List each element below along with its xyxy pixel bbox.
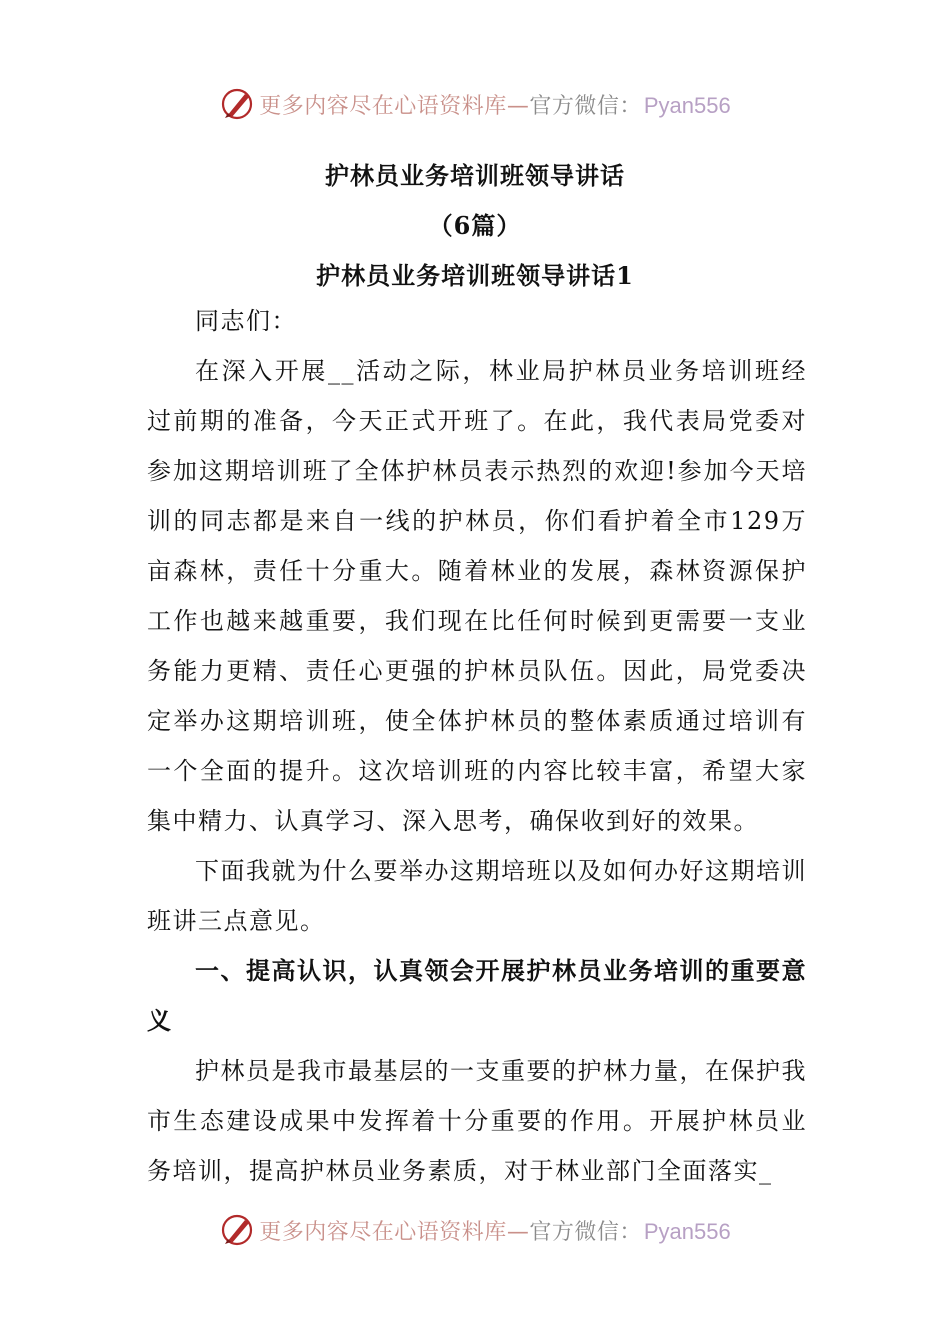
watermark-text	[259, 1215, 730, 1246]
watermark-main: 更多内容尽在心语资料库	[259, 93, 507, 119]
watermark-main: 更多内容尽在心语资料库	[259, 1219, 507, 1245]
pen-logo-icon	[219, 1212, 255, 1248]
pen-logo-icon	[219, 86, 255, 122]
salutation: 同志们：	[195, 307, 297, 335]
footer-watermark	[0, 1208, 950, 1252]
paragraph-intro: 在深入开展__活动之际，林业局护林员业务培训班经过前期的准备，今天正式开班了。在此，我代表局党委对参加这期培训班了全体护林员表示热烈的欢迎!参加今天培训的同志都是来自一线的护林员，你们看护着全市129万亩森林，责任十分重大。随着林业的发展，森林资源保护工作也越来越重要，我们现在比任何时候到更需要一支业务能力更精、责任心更强的护林员队伍。因此，局党委决定举办这期培训班，使全体护林员的整体素质通过培训有一个全面的提升。这次培训班的内容比较丰富，希望大家集中精力、认真学习、深入思考，确保收到好的效果。	[147, 357, 807, 835]
watermark-wechat-id: Pyan556	[643, 1218, 731, 1244]
watermark-dash: —	[506, 93, 530, 119]
watermark-dash: —	[506, 1219, 530, 1245]
speech-subtitle: 护林员业务培训班领导讲话1	[316, 261, 634, 290]
header-watermark	[0, 82, 950, 126]
watermark-wechat-id: Pyan556	[643, 92, 731, 118]
section-heading-1: 一、提高认识，认真领会开展护林员业务培训的重要意义	[147, 956, 807, 1035]
paragraph-outline: 下面我就为什么要举办这期培班以及如何办好这期培训班讲三点意见。	[147, 857, 807, 935]
document-body	[147, 296, 807, 1196]
document-title: 护林员业务培训班领导讲话	[325, 161, 625, 190]
watermark-wechat-label: 官方微信：	[529, 93, 642, 119]
document-count: （6篇）	[428, 211, 522, 240]
paragraph-section-1: 护林员是我市最基层的一支重要的护林力量，在保护我市生态建设成果中发挥着十分重要的作用。开展护林员业务培训，提高护林员业务素质，对于林业部门全面落实_	[147, 1057, 807, 1185]
watermark-text	[259, 89, 730, 120]
watermark-wechat-label: 官方微信：	[529, 1219, 642, 1245]
